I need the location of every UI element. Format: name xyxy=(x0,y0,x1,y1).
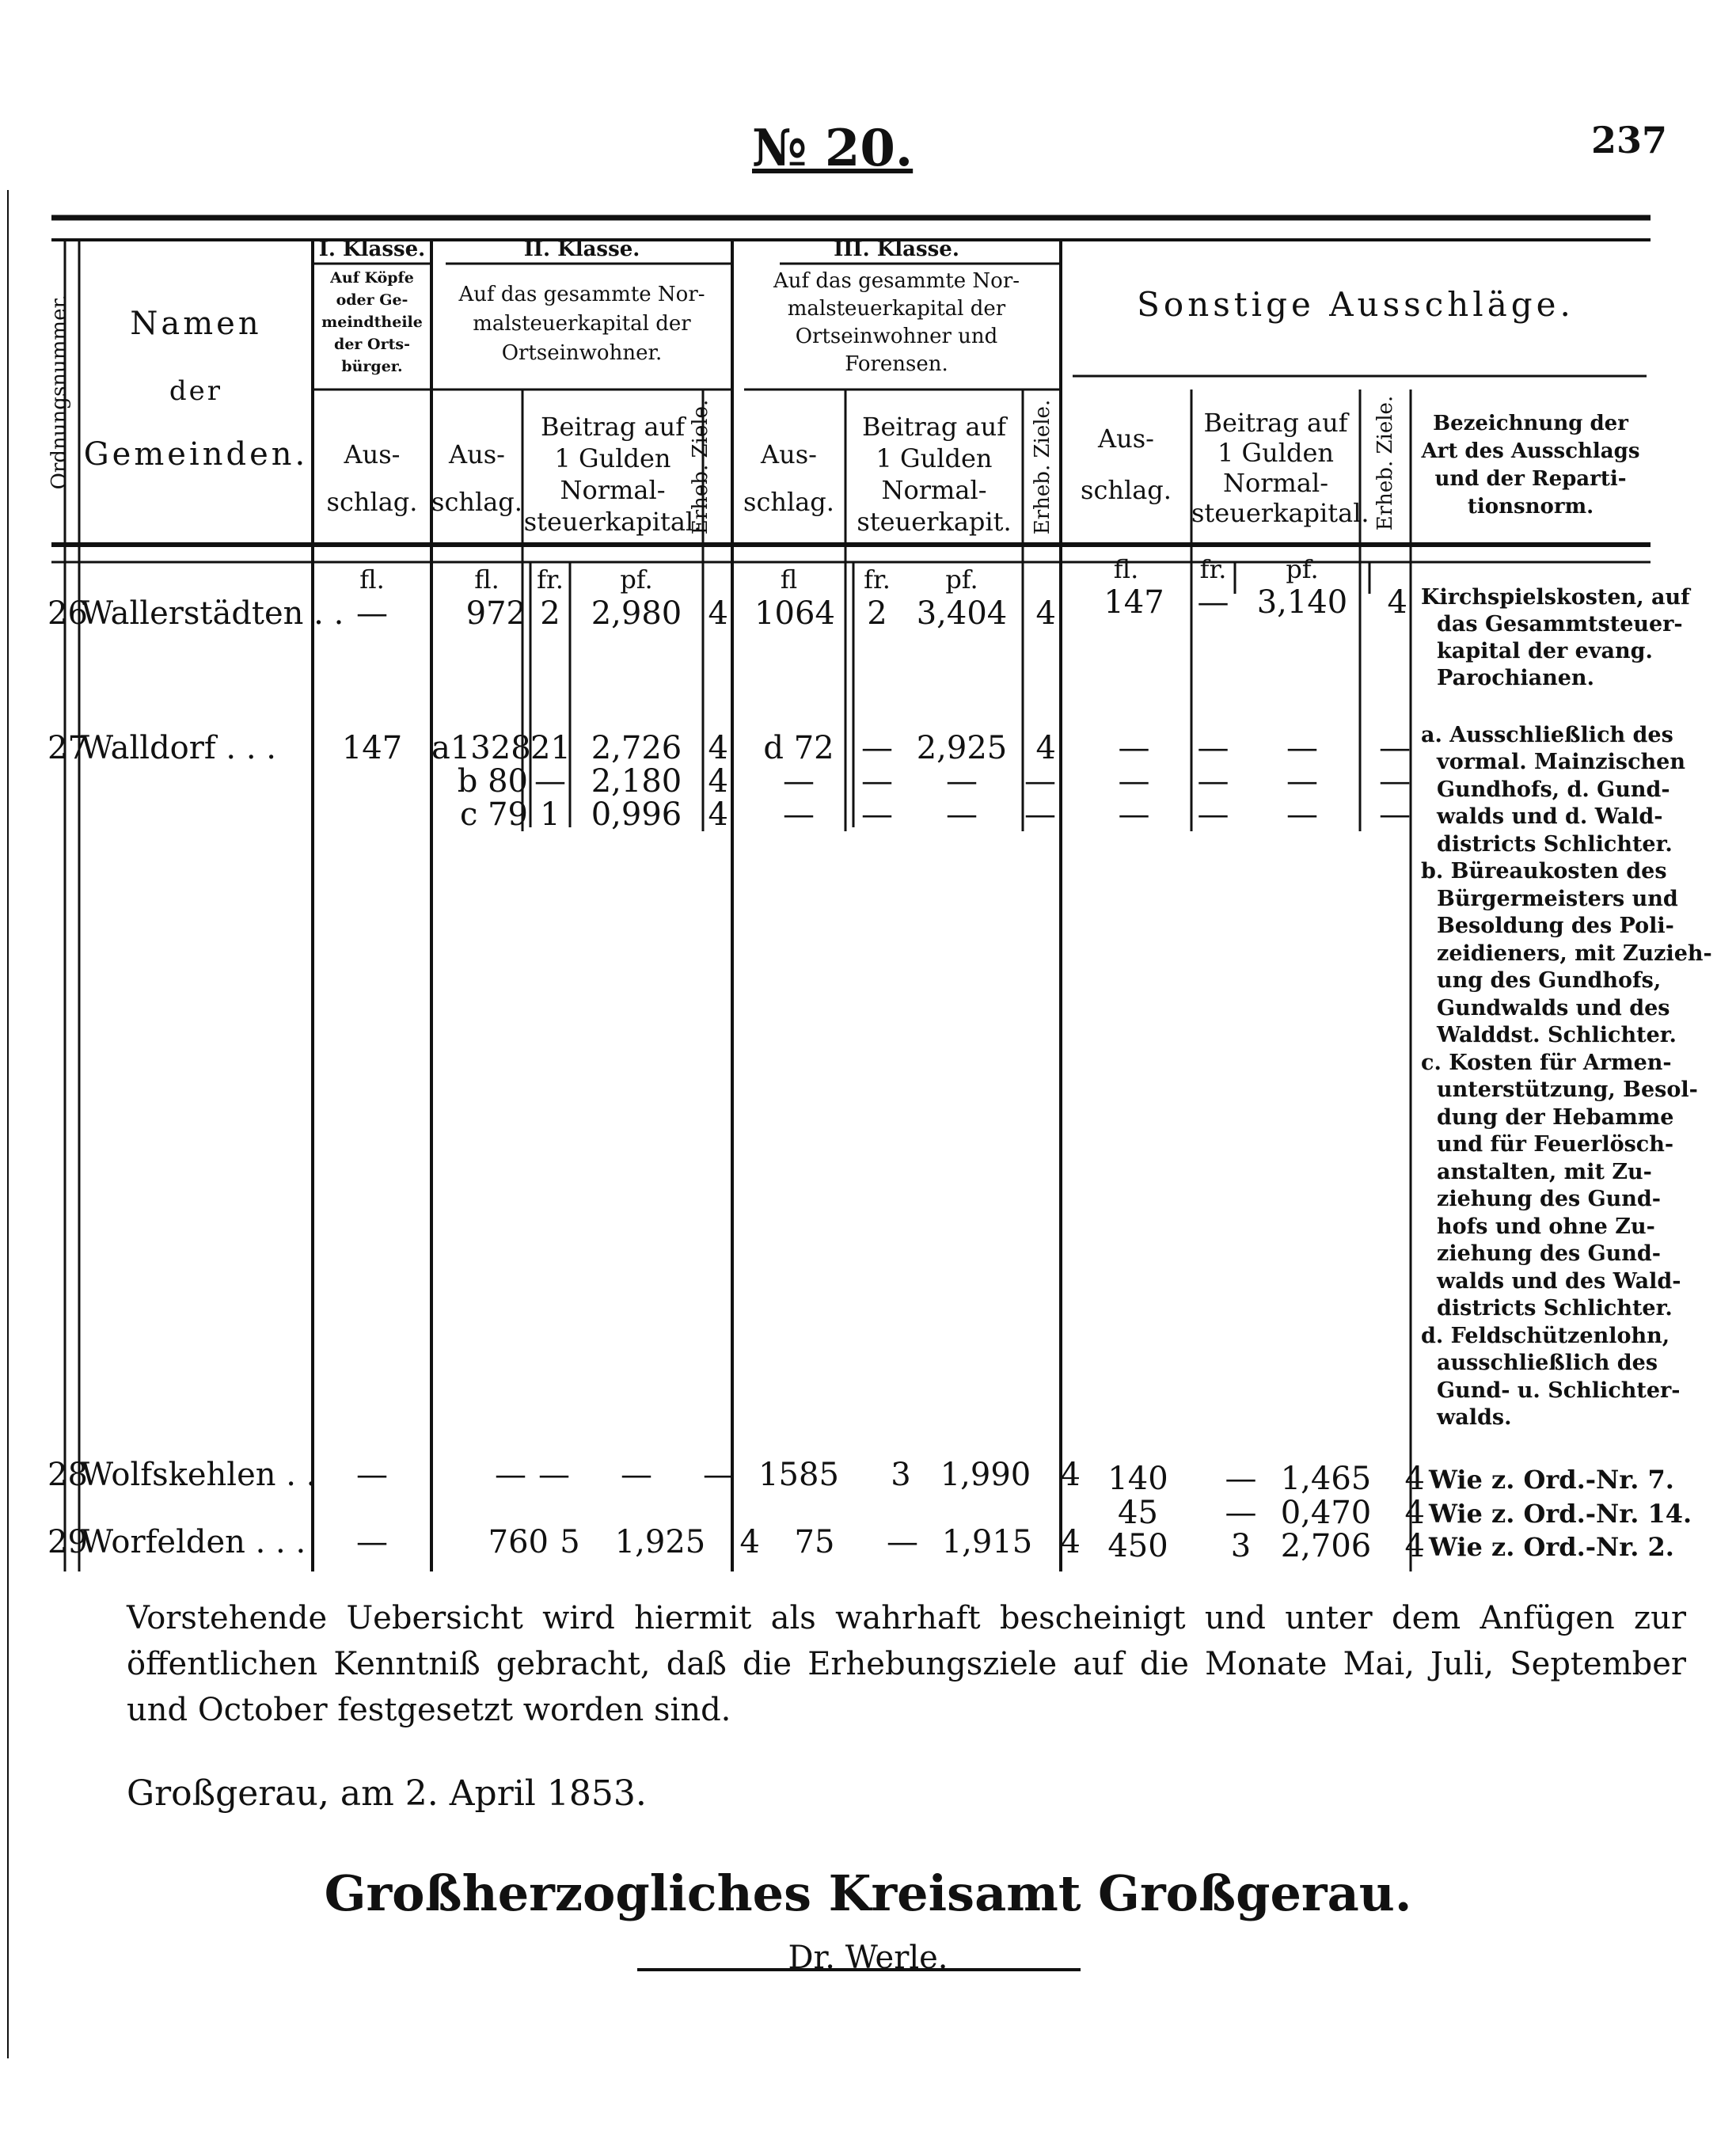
klasse1-sub-2: oder Ge- xyxy=(336,291,408,309)
klasse3-sub-1: Auf das gesammte Nor- xyxy=(773,269,1020,293)
row27-note-19: ziehung des Gund- xyxy=(1437,1241,1661,1266)
row27-k3-z-c: — xyxy=(1024,796,1056,833)
row27-s-fr-a: — xyxy=(1197,730,1229,766)
row26-s-z: 4 xyxy=(1387,584,1407,621)
sonstige-ausschlag-2: schlag. xyxy=(1081,475,1172,505)
row27-k2-fl-a: a1328 xyxy=(431,730,531,766)
klasse2-sub-1: Auf das gesammte Nor- xyxy=(458,283,705,306)
row27-k3-fr-b: — xyxy=(861,763,893,800)
klasse3-sub-2: malsteuerkapital der xyxy=(787,297,1006,321)
unit-k1: fl. xyxy=(359,564,385,595)
row27-k2-pf-b: 2,180 xyxy=(591,763,682,800)
certification-text: Vorstehende Uebersicht wird hiermit als wahrhaft bescheinigt und unter dem Anfügen zur öffentlichen Kenntniß gebracht, daß die Erhebungsziele auf die Monate Mai, Juli, September und October festgesetzt worden sind. xyxy=(127,1600,1686,1728)
sonstige-beitrag-4: steuerkapital. xyxy=(1191,498,1369,528)
sonstige-ziele: Erheb. Ziele. xyxy=(1373,395,1397,531)
unit-s-fl: fl. xyxy=(1113,554,1139,584)
klasse2-beitrag-3: Normal- xyxy=(560,475,666,505)
row27-note-12: c. Kosten für Armen- xyxy=(1421,1051,1672,1075)
row27-k2-pf-c: 0,996 xyxy=(591,796,682,833)
col-ordnungsnummer: Ordnungsnummer. xyxy=(47,294,71,490)
row27-note-8: zeidieners, mit Zuzieh- xyxy=(1437,941,1712,966)
sonstige-ausschlag-1: Aus- xyxy=(1098,424,1154,454)
row28-name: Wolfskehlen . . xyxy=(81,1457,317,1493)
klasse3-ziele: Erheb. Ziele. xyxy=(1031,399,1054,535)
sonstige-title: Sonstige Ausschläge. xyxy=(1137,285,1575,324)
row28-s-pf-b: 0,470 xyxy=(1280,1495,1372,1531)
row27-k3-z-a: 4 xyxy=(1035,730,1056,766)
row28-k1: — xyxy=(356,1457,388,1493)
row26-s-fr: — xyxy=(1197,584,1229,621)
row26-s-fl: 147 xyxy=(1104,584,1164,621)
row28-k3-fl: 1585 xyxy=(758,1457,839,1493)
row27-k2-z-a: 4 xyxy=(708,730,728,766)
row29-k2-fr: 5 xyxy=(560,1524,580,1560)
row27-note-7: Besoldung des Poli- xyxy=(1437,914,1674,938)
unit-k2-fl: fl. xyxy=(474,564,500,595)
row27-note-17: ziehung des Gund- xyxy=(1437,1187,1661,1211)
row28-k2-z: — xyxy=(703,1457,735,1493)
row28-s-fl-b: 45 xyxy=(1118,1495,1158,1531)
row26-k2-z: 4 xyxy=(708,595,728,632)
row27-note-21: districts Schlichter. xyxy=(1437,1296,1673,1321)
klasse2-beitrag-4: steuerkapital. xyxy=(523,507,702,537)
klasse1-sub-3: meindtheile xyxy=(321,314,423,331)
row28-k2-pf: — xyxy=(621,1457,652,1493)
row29-k3-z: 4 xyxy=(1060,1524,1081,1560)
unit-k2-pf: pf. xyxy=(620,564,653,595)
row27-note-22: d. Feldschützenlohn, xyxy=(1421,1324,1670,1348)
row27-note-4: districts Schlichter. xyxy=(1437,832,1673,857)
unit-s-pf: pf. xyxy=(1286,554,1319,584)
row27-note-14: dung der Hebamme xyxy=(1437,1105,1674,1130)
row28-k3-z: 4 xyxy=(1060,1457,1081,1493)
klasse3-beitrag-3: Normal- xyxy=(881,475,987,505)
row27-note-5: b. Büreaukosten des xyxy=(1421,859,1667,884)
row28-k3-pf: 1,990 xyxy=(940,1457,1031,1493)
row27-s-fl-c: — xyxy=(1118,796,1150,833)
row27-k1: 147 xyxy=(341,730,403,766)
klasse2-beitrag-1: Beitrag auf xyxy=(540,412,686,442)
klasse3-beitrag-2: 1 Gulden xyxy=(876,443,993,473)
row26-k1: — xyxy=(356,595,388,632)
row26-note-4: Parochianen. xyxy=(1437,666,1594,690)
row29-k2-pf: 1,925 xyxy=(614,1524,706,1560)
sonstige-bezeichnung-2: Art des Ausschlags xyxy=(1421,439,1640,463)
row27-note-9: ung des Gundhofs, xyxy=(1437,968,1662,993)
col-namen-3: Gemeinden. xyxy=(83,436,309,473)
unit-k3-fr: fr. xyxy=(864,564,891,595)
klasse2-sub-3: Ortseinwohner. xyxy=(501,341,663,365)
row29-k1: — xyxy=(356,1524,388,1560)
row28-s-z-a: 4 xyxy=(1404,1461,1425,1497)
row27-note-0: a. Ausschließlich des xyxy=(1421,723,1673,747)
row28-k3-fr: 3 xyxy=(891,1457,911,1493)
row26-k2-pf: 2,980 xyxy=(591,595,682,632)
klasse2-ausschlag-2: schlag. xyxy=(431,487,522,517)
klasse2-title: II. Klasse. xyxy=(523,238,640,261)
klasse3-title: III. Klasse. xyxy=(834,238,959,261)
klasse1-col-2: schlag. xyxy=(326,487,418,517)
klasse1-sub-4: der Orts- xyxy=(334,336,410,353)
row26-k3-fr: 2 xyxy=(867,595,887,632)
klasse3-sub-3: Ortseinwohner und xyxy=(795,325,998,348)
sonstige-bezeichnung-3: und der Reparti- xyxy=(1434,467,1627,491)
sonstige-bezeichnung-4: tionsnorm. xyxy=(1467,495,1594,519)
row26-k3-z: 4 xyxy=(1035,595,1056,632)
row27-k2-z-c: 4 xyxy=(708,796,728,833)
row26-name: Wallerstädten . . xyxy=(81,595,344,632)
row27-note-6: Bürgermeisters und xyxy=(1437,887,1678,911)
row27-s-z-c: — xyxy=(1379,796,1411,833)
row27-note-20: walds und des Wald- xyxy=(1437,1269,1681,1294)
row28-s-fr-a: — xyxy=(1225,1461,1257,1497)
signer-name: Dr. Werle. xyxy=(788,1940,948,1976)
row27-s-pf-b: — xyxy=(1286,763,1318,800)
row26-note-3: kapital der evang. xyxy=(1437,639,1653,663)
row27-k3-fr-c: — xyxy=(861,796,893,833)
row28-note-2: Wie z. Ord.-Nr. 14. xyxy=(1429,1499,1692,1529)
row29-k3-fl: 75 xyxy=(794,1524,835,1560)
klasse2-sub-2: malsteuerkapital der xyxy=(473,312,691,336)
row27-note-3: walds und d. Wald- xyxy=(1437,804,1663,829)
row27-k2-fr-a: 21 xyxy=(530,730,571,766)
row27-k2-fl-b: b 80 xyxy=(457,763,528,800)
row26-k2-fr: 2 xyxy=(540,595,560,632)
row26-k3-pf: 3,404 xyxy=(916,595,1008,632)
row27-note-15: und für Feuerlösch- xyxy=(1437,1132,1674,1157)
row27-note-25: walds. xyxy=(1437,1405,1512,1430)
col-namen-2: der xyxy=(169,375,223,407)
row27-k3-pf-b: — xyxy=(946,763,978,800)
row29-nr: 29 xyxy=(47,1524,88,1560)
row27-note-23: ausschließlich des xyxy=(1437,1351,1658,1375)
row29-k2-fl: 760 xyxy=(488,1524,549,1560)
row27-note-24: Gund- u. Schlichter- xyxy=(1437,1378,1681,1403)
row27-k3-z-b: — xyxy=(1024,763,1056,800)
klasse3-beitrag-1: Beitrag auf xyxy=(861,412,1007,442)
row27-note-18: hofs und ohne Zu- xyxy=(1437,1214,1655,1239)
row27-k3-pf-a: 2,925 xyxy=(916,730,1008,766)
row27-s-pf-a: — xyxy=(1286,730,1318,766)
row28-s-fr-b: — xyxy=(1225,1495,1257,1531)
row28-note-1: Wie z. Ord.-Nr. 7. xyxy=(1429,1465,1674,1495)
row27-s-fl-a: — xyxy=(1118,730,1150,766)
sonstige-beitrag-3: Normal- xyxy=(1222,468,1329,498)
row29-k3-pf: 1,915 xyxy=(941,1524,1033,1560)
sonstige-beitrag-1: Beitrag auf xyxy=(1203,408,1348,438)
row27-k2-fl-c: c 79 xyxy=(459,796,528,833)
row29-name: Worfelden . . . xyxy=(81,1524,306,1560)
klasse3-ausschlag-1: Aus- xyxy=(761,439,817,469)
row27-note-11: Walddst. Schlichter. xyxy=(1437,1023,1677,1047)
row27-k2-z-b: 4 xyxy=(708,763,728,800)
row27-s-fl-b: — xyxy=(1118,763,1150,800)
row26-note-2: das Gesammtsteuer- xyxy=(1437,612,1683,637)
row27-s-pf-c: — xyxy=(1286,796,1318,833)
row27-note-10: Gundwalds und des xyxy=(1437,996,1670,1020)
row27-k3-fl-c: — xyxy=(783,796,815,833)
row27-note-2: Gundhofs, d. Gund- xyxy=(1437,777,1670,802)
row29-note: Wie z. Ord.-Nr. 2. xyxy=(1429,1532,1674,1562)
page-number: 237 xyxy=(1591,119,1668,162)
klasse2-beitrag-2: 1 Gulden xyxy=(554,443,671,473)
klasse2-ausschlag-1: Aus- xyxy=(449,439,505,469)
unit-s-fr: fr. xyxy=(1199,554,1227,584)
row27-s-z-b: — xyxy=(1379,763,1411,800)
klasse3-beitrag-4: steuerkapit. xyxy=(857,507,1012,537)
sonstige-bezeichnung-1: Bezeichnung der xyxy=(1433,412,1628,435)
klasse1-col-1: Aus- xyxy=(344,439,401,469)
row27-nr: 27 xyxy=(47,730,88,766)
row29-s-z: 4 xyxy=(1404,1528,1425,1564)
place-date: Großgerau, am 2. April 1853. xyxy=(127,1773,647,1814)
klasse1-sub-1: Auf Köpfe xyxy=(330,269,414,287)
klasse3-sub-4: Forensen. xyxy=(845,352,948,376)
row26-note-1: Kirchspielskosten, auf xyxy=(1421,585,1690,610)
issuing-authority: Großherzogliches Kreisamt Großgerau. xyxy=(324,1864,1412,1922)
row27-k2-pf-a: 2,726 xyxy=(591,730,682,766)
row26-s-pf: 3,140 xyxy=(1256,584,1348,621)
row26-k3-fl: 1064 xyxy=(754,595,835,632)
row29-s-fl: 450 xyxy=(1107,1528,1168,1564)
col-namen-1: Namen xyxy=(130,306,262,342)
row29-s-fr: 3 xyxy=(1230,1528,1252,1564)
row28-s-pf-a: 1,465 xyxy=(1280,1461,1372,1497)
row28-s-z-b: 4 xyxy=(1404,1495,1425,1531)
row28-k2-fr: — xyxy=(538,1457,570,1493)
row27-k3-fl-a: d 72 xyxy=(763,730,834,766)
row27-s-z-a: — xyxy=(1379,730,1411,766)
row27-s-fr-b: — xyxy=(1197,763,1229,800)
row27-k2-fr-c: 1 xyxy=(540,796,560,833)
row27-name: Walldorf . . . xyxy=(81,730,276,766)
row26-k2-fl: 972 xyxy=(465,595,526,632)
issue-number: № 20. xyxy=(752,119,914,178)
unit-k2-fr: fr. xyxy=(537,564,564,595)
row29-s-pf: 2,706 xyxy=(1280,1528,1372,1564)
row27-note-1: vormal. Mainzischen xyxy=(1437,750,1685,774)
row28-s-fl-a: 140 xyxy=(1107,1461,1168,1497)
klasse3-ausschlag-2: schlag. xyxy=(743,487,834,517)
row28-k2-fl: — xyxy=(495,1457,526,1493)
row27-note-16: anstalten, mit Zu- xyxy=(1437,1160,1652,1184)
row27-note-13: unterstützung, Besol- xyxy=(1437,1077,1698,1102)
unit-k3-pf: pf. xyxy=(945,564,978,595)
row27-k3-pf-c: — xyxy=(946,796,978,833)
row27-k3-fr-a: — xyxy=(861,730,893,766)
row27-s-fr-c: — xyxy=(1197,796,1229,833)
row28-nr: 28 xyxy=(47,1457,88,1493)
unit-k3-fl: fl xyxy=(780,564,798,595)
row29-k2-z: 4 xyxy=(739,1524,760,1560)
klasse1-title: I. Klasse. xyxy=(318,238,426,261)
sonstige-beitrag-2: 1 Gulden xyxy=(1217,438,1334,468)
row29-k3-fr: — xyxy=(887,1524,918,1560)
row27-k2-fr-b: — xyxy=(534,763,566,800)
klasse1-sub-5: bürger. xyxy=(341,358,403,375)
klasse2-ziele: Erheb. Ziele. xyxy=(689,399,712,535)
row27-k3-fl-b: — xyxy=(783,763,815,800)
row26-nr: 26 xyxy=(47,595,88,632)
